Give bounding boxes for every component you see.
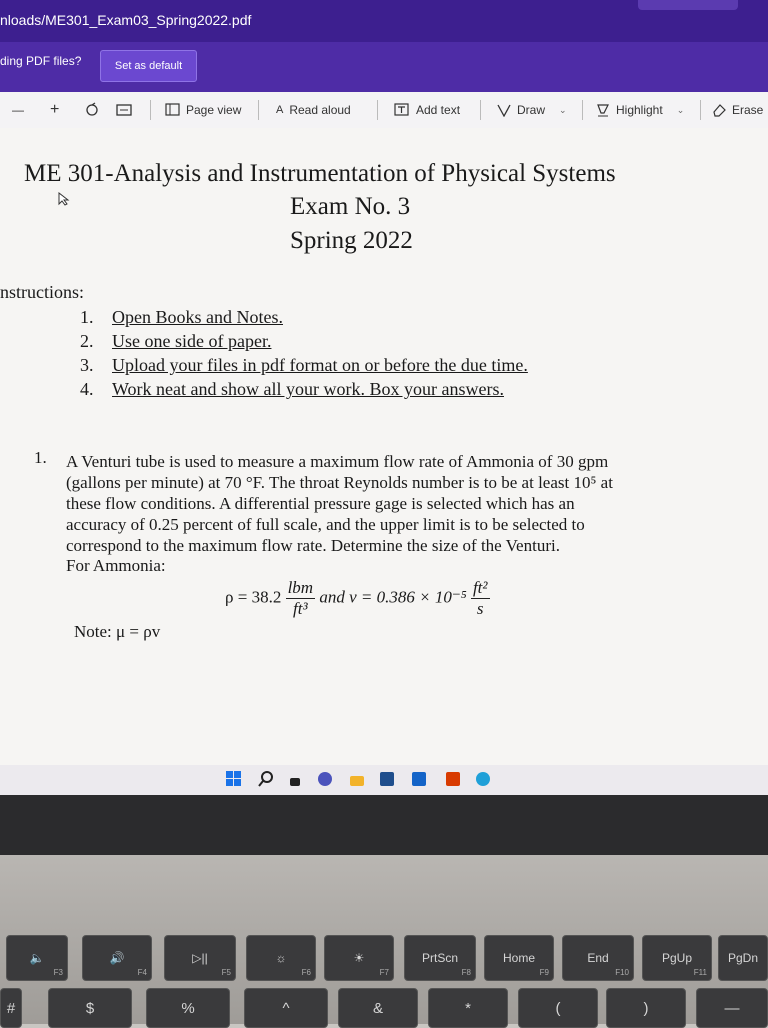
question-number: 1. bbox=[34, 448, 47, 467]
instruction-number: 1. bbox=[80, 307, 94, 327]
key-sublabel: F10 bbox=[615, 968, 629, 977]
key-label: ☀ bbox=[353, 951, 365, 965]
draw-label: Draw bbox=[517, 103, 546, 117]
instruction-text: Upload your files in pdf format on or before the due time. bbox=[112, 355, 528, 375]
toolbar-divider bbox=[582, 100, 583, 120]
instruction-item bbox=[80, 355, 528, 376]
window-tab[interactable] bbox=[638, 0, 738, 10]
instruction-text: Work neat and show all your work. Box your answers. bbox=[112, 379, 504, 399]
key-asterisk[interactable]: * bbox=[428, 988, 508, 1028]
question-line: A Venturi tube is used to measure a maximum flow rate of Ammonia of 30 gpm bbox=[66, 452, 609, 471]
chat-icon[interactable] bbox=[318, 772, 332, 786]
fit-page-icon bbox=[116, 103, 132, 117]
key-f6[interactable] bbox=[246, 935, 316, 981]
note: Note: μ = ρv bbox=[74, 622, 161, 641]
set-as-default-button[interactable]: Set as default bbox=[100, 50, 197, 82]
read-aloud-button[interactable] bbox=[276, 92, 351, 128]
zoom-in-button[interactable] bbox=[50, 92, 59, 128]
add-text-label: Add text bbox=[416, 103, 461, 117]
toolbar-divider bbox=[700, 100, 701, 120]
key-sublabel: F4 bbox=[137, 968, 147, 977]
page-view-icon bbox=[165, 103, 181, 117]
windows-start-icon[interactable] bbox=[226, 771, 242, 787]
key-label: 🔈 bbox=[29, 951, 45, 965]
instruction-item bbox=[80, 331, 271, 352]
eraser-icon bbox=[712, 103, 726, 117]
highlight-button[interactable] bbox=[596, 92, 684, 128]
exam-number: Exam No. 3 bbox=[290, 193, 411, 220]
key-minus[interactable]: — bbox=[696, 988, 768, 1028]
key-percent[interactable]: % bbox=[146, 988, 230, 1028]
instruction-text: Open Books and Notes. bbox=[112, 307, 283, 327]
zoom-out-label: — bbox=[12, 103, 24, 117]
instruction-number: 4. bbox=[80, 379, 94, 399]
zoom-out-button[interactable] bbox=[12, 92, 24, 128]
page-view-button[interactable] bbox=[165, 92, 241, 128]
toolbar-divider bbox=[150, 100, 151, 120]
question-line: For Ammonia: bbox=[66, 556, 166, 575]
instructions-heading: nstructions: bbox=[0, 282, 84, 302]
density-unit-denominator: ft³ bbox=[293, 599, 308, 618]
rotate-button[interactable] bbox=[84, 92, 100, 128]
key-label: PgUp bbox=[661, 951, 693, 965]
instruction-number: 2. bbox=[80, 331, 94, 351]
key-f9-home[interactable] bbox=[484, 935, 554, 981]
instruction-text: Use one side of paper. bbox=[112, 331, 272, 351]
highlight-label: Highlight bbox=[616, 103, 663, 117]
highlighter-icon bbox=[596, 103, 610, 117]
question-line: correspond to the maximum flow rate. Determine the size of the Venturi. bbox=[66, 536, 560, 555]
key-dollar[interactable]: $ bbox=[48, 988, 132, 1028]
question-line: accuracy of 0.25 percent of full scale, and the upper limit is to be selected to bbox=[66, 515, 585, 534]
key-label: PrtScn bbox=[421, 951, 458, 965]
viscosity-units bbox=[471, 578, 490, 619]
key-caret[interactable]: ^ bbox=[244, 988, 328, 1028]
erase-button[interactable] bbox=[712, 92, 763, 128]
zoom-in-label: + bbox=[50, 101, 60, 118]
question-line: (gallons per minute) at 70 °F. The throat Reynolds number is to be at least 10⁵ at bbox=[66, 473, 613, 492]
key-hash[interactable]: # bbox=[0, 988, 22, 1028]
key-label: ▷|| bbox=[192, 951, 208, 965]
draw-icon bbox=[497, 103, 511, 117]
key-sublabel: F11 bbox=[693, 968, 707, 977]
key-pgdn[interactable] bbox=[718, 935, 768, 981]
key-f4[interactable] bbox=[82, 935, 152, 981]
draw-button[interactable] bbox=[497, 92, 567, 128]
key-sublabel: F5 bbox=[221, 968, 231, 977]
key-label: PgDn bbox=[727, 951, 759, 965]
read-aloud-icon: A bbox=[276, 104, 284, 116]
key-f11-pgup[interactable] bbox=[642, 935, 712, 981]
key-close-paren[interactable]: ) bbox=[606, 988, 686, 1028]
document-title: ME 301-Analysis and Instrumentation of Physical Systems bbox=[24, 160, 616, 187]
file-path: nloads/ME301_Exam03_Spring2022.pdf bbox=[0, 12, 252, 28]
file-explorer-icon[interactable] bbox=[350, 776, 364, 786]
add-text-button[interactable] bbox=[394, 92, 460, 128]
instruction-item bbox=[80, 307, 283, 328]
toolbar-divider bbox=[258, 100, 259, 120]
erase-label: Erase bbox=[732, 103, 764, 117]
key-ampersand[interactable]: & bbox=[338, 988, 418, 1028]
chevron-down-icon[interactable]: ⌄ bbox=[676, 104, 685, 115]
mouse-cursor-icon bbox=[58, 192, 70, 206]
search-icon[interactable] bbox=[258, 771, 274, 787]
instruction-number: 3. bbox=[80, 355, 94, 375]
key-sublabel: F3 bbox=[53, 968, 63, 977]
toolbar-divider bbox=[480, 100, 481, 120]
rotate-icon bbox=[84, 102, 100, 118]
laptop-bezel bbox=[0, 795, 768, 855]
chevron-down-icon[interactable]: ⌄ bbox=[559, 104, 567, 115]
key-sublabel: F7 bbox=[379, 968, 389, 977]
mail-icon[interactable] bbox=[412, 772, 426, 786]
viscosity-term: and v = 0.386 × 10⁻⁵ bbox=[319, 587, 467, 607]
key-label: 🔊 bbox=[109, 951, 125, 965]
key-open-paren[interactable]: ( bbox=[518, 988, 598, 1028]
exam-term: Spring 2022 bbox=[290, 227, 413, 254]
viscosity-unit-denominator: s bbox=[476, 599, 484, 618]
density-unit-numerator: lbm bbox=[287, 578, 314, 597]
key-label: End bbox=[587, 951, 609, 965]
key-f10-end[interactable] bbox=[562, 935, 634, 981]
key-sublabel: F6 bbox=[301, 968, 311, 977]
store-icon[interactable] bbox=[380, 772, 394, 786]
key-sublabel: F9 bbox=[539, 968, 549, 977]
ammonia-properties-equation bbox=[225, 578, 490, 619]
key-sublabel: F8 bbox=[461, 968, 471, 977]
add-text-icon bbox=[394, 103, 410, 117]
office-icon[interactable] bbox=[446, 772, 460, 786]
key-label: ☼ bbox=[275, 951, 287, 965]
density-term: ρ = 38.2 bbox=[225, 587, 282, 607]
key-f5[interactable] bbox=[164, 935, 236, 981]
fit-page-button[interactable] bbox=[116, 92, 132, 128]
instruction-item bbox=[80, 379, 504, 400]
toolbar-divider bbox=[377, 100, 378, 120]
key-f7[interactable] bbox=[324, 935, 394, 981]
task-view-icon[interactable] bbox=[290, 778, 300, 786]
edge-browser-icon[interactable] bbox=[476, 772, 490, 786]
read-aloud-label: Read aloud bbox=[289, 103, 351, 117]
density-units bbox=[286, 578, 316, 619]
question-line: these flow conditions. A differential pressure gage is selected which has an bbox=[66, 494, 575, 513]
key-f8-prtscn[interactable] bbox=[404, 935, 476, 981]
viscosity-unit-numerator: ft² bbox=[472, 578, 488, 597]
key-label: Home bbox=[502, 951, 535, 965]
page-view-label: Page view bbox=[186, 103, 242, 117]
key-f3[interactable] bbox=[6, 935, 68, 981]
notice-text: ding PDF files? bbox=[0, 54, 82, 68]
